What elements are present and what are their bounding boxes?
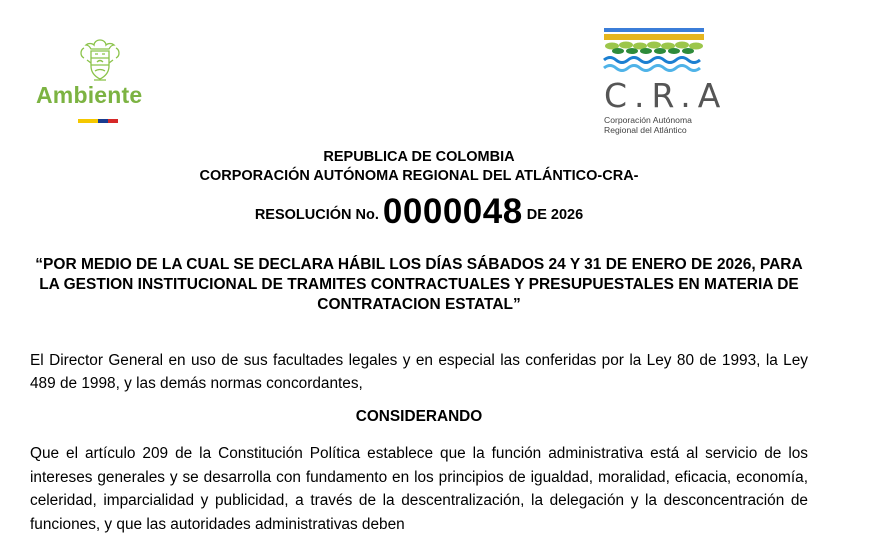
resolution-number: 0000048 — [382, 192, 523, 231]
flag-blue — [98, 119, 108, 123]
cra-subtitle — [604, 115, 692, 135]
cra-logo — [598, 26, 738, 136]
cra-subtitle-line2: Regional del Atlántico — [604, 125, 687, 135]
resolution-line — [0, 192, 838, 232]
flag-red — [108, 119, 118, 123]
header-republic: REPUBLICA DE COLOMBIA — [323, 149, 515, 165]
coat-of-arms-icon — [78, 36, 122, 84]
intro-paragraph: El Director General en uso de sus facultades legales y en especial las conferidas por la Ley 80 de 1993, la Ley 489 de 1998, y las demás normas concordantes, — [30, 352, 808, 392]
resolution-prefix: RESOLUCIÓN No. — [254, 207, 379, 223]
flag-yellow — [78, 119, 98, 123]
header-corporation: CORPORACIÓN AUTÓNOMA REGIONAL DEL ATLÁNTICO-CRA- — [199, 168, 639, 184]
colombia-flag-stripe — [78, 119, 118, 123]
ambiente-logo — [30, 30, 170, 130]
cra-emblem-icon — [602, 26, 706, 78]
considerando-paragraph-1: Que el artículo 209 de la Constitución Política establece que la función administrativa está al servicio de los intereses generales y se desarrolla con fundamento en los principios de igualdad, moralidad, eficacia, economía, celeridad, imparcialidad y publicidad, a través de la descentralización, la delegación y la desconcentración de funciones, y que las autoridades administrativas deben — [30, 445, 808, 533]
considerando-heading: CONSIDERANDO — [355, 408, 483, 425]
cra-subtitle-line1: Corporación Autónoma — [604, 115, 692, 125]
resolution-suffix: DE 2026 — [526, 207, 584, 223]
cra-letters: C.R.A — [604, 76, 728, 115]
ambiente-wordmark: Ambiente — [36, 82, 143, 108]
resolution-title: “POR MEDIO DE LA CUAL SE DECLARA HÁBIL LOS DÍAS SÁBADOS 24 Y 31 DE ENERO DE 2026, PARA LA GESTION INSTITUCIONAL DE TRAMITES CONTRACTUALES Y PRESUPUESTALES EN MATERIA DE CONTRATACION ESTATAL” — [35, 256, 803, 313]
